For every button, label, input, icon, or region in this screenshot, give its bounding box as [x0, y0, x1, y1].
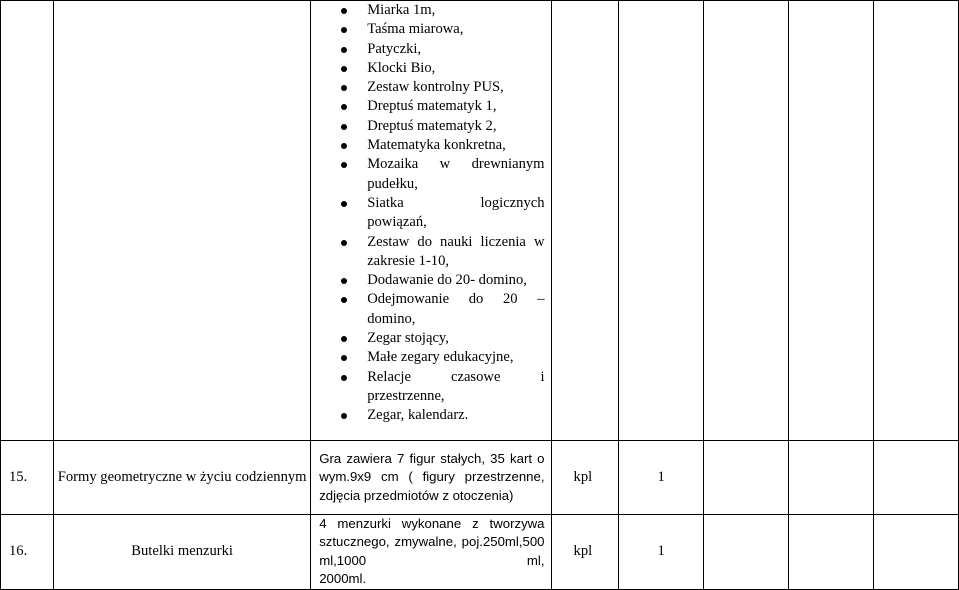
list-item-text: Matematyka konkretna,: [367, 137, 506, 154]
list-item-text: przestrzenne,: [367, 387, 445, 404]
list-item: [311, 97, 544, 116]
bullet-icon: [341, 27, 347, 33]
product-description: Gra zawiera 7 figur stałych, 35 kart o wym.9x9 cm ( figury przestrzenne, zdjęcia przedmiotów z otoczenia): [319, 450, 545, 503]
cell-empty: [703, 441, 788, 515]
bullet-icon: [341, 240, 347, 246]
product-name: Formy geometryczne w życiu codziennym: [54, 441, 311, 515]
cell-empty: [551, 1, 619, 441]
list-item-text: domino,: [367, 310, 416, 327]
list-item-text: Dreptuś matematyk 2,: [367, 117, 497, 134]
table-row-16: [1, 515, 959, 590]
list-item-text: Zestaw kontrolny PUS,: [367, 79, 504, 96]
quantity: 1: [619, 441, 703, 515]
list-item-text: powiązań,: [367, 214, 427, 231]
bullet-icon: [341, 162, 347, 168]
row-number: 15.: [1, 441, 54, 515]
list-item: [311, 117, 544, 136]
product-description-cell: [311, 515, 551, 590]
list-item-text: Taśma miarowa,: [367, 21, 464, 38]
bullet-icon: [341, 278, 347, 284]
list-item-text: Relacje czasowe i: [367, 368, 545, 385]
list-item-text: Dreptuś matematyk 1,: [367, 98, 497, 115]
bullet-icon: [341, 375, 347, 381]
list-item-text: Patyczki,: [367, 40, 422, 57]
list-item: [311, 155, 544, 174]
product-description-cell: [311, 441, 551, 515]
cell-empty: [619, 1, 703, 441]
bullet-icon: [341, 47, 347, 53]
list-item: [311, 40, 544, 59]
table-row-15: [1, 441, 959, 515]
list-item-continuation: [311, 310, 544, 329]
cell-empty: [703, 515, 788, 590]
list-item-text: Miarka 1m,: [367, 2, 436, 18]
bullet-icon: [341, 201, 347, 207]
list-item-text: Klocki Bio,: [367, 59, 436, 76]
items-list-cell: [311, 1, 551, 441]
cell-empty: [873, 1, 958, 441]
list-item: [311, 406, 544, 425]
list-item: [311, 329, 544, 348]
list-item: [311, 20, 544, 39]
cell-empty: [788, 515, 873, 590]
items-list: [311, 1, 550, 426]
bullet-icon: [341, 124, 347, 130]
product-description-text: 4 menzurki wykonane z tworzywa sztucznego, zmywalne, poj.250ml,500 ml,1000 ml,: [319, 516, 545, 568]
list-item-text: zakresie 1-10,: [367, 252, 450, 269]
quantity: 1: [619, 515, 703, 590]
unit: kpl: [551, 441, 619, 515]
list-item-text: Zegar stojący,: [367, 330, 449, 347]
list-item-text: pudełku,: [367, 175, 418, 192]
list-item: [311, 1, 544, 20]
cell-empty: [54, 1, 311, 441]
product-description-end: 2000ml.: [319, 571, 367, 587]
cell-empty: [788, 1, 873, 441]
list-item: [311, 233, 544, 252]
bullet-icon: [341, 413, 347, 419]
bullet-icon: [341, 336, 347, 342]
list-item: [311, 136, 544, 155]
list-item: [311, 194, 544, 213]
list-item: [311, 368, 544, 387]
unit: kpl: [551, 515, 619, 590]
list-item-text: Mozaika w drewnianym: [367, 156, 545, 173]
bullet-icon: [341, 297, 347, 303]
cell-empty: [873, 441, 958, 515]
list-item-continuation: [311, 175, 544, 194]
list-item-text: Odejmowanie do 20 –: [367, 291, 545, 308]
list-item: [311, 271, 544, 290]
bullet-icon: [341, 8, 347, 14]
bullet-icon: [341, 355, 347, 361]
list-item: [311, 59, 544, 78]
cell-empty: [788, 441, 873, 515]
bullet-icon: [341, 104, 347, 110]
product-name: Butelki menzurki: [54, 515, 311, 590]
list-item-text: Zestaw do nauki liczenia w: [367, 233, 545, 250]
list-item-text: Siatka logicznych: [367, 194, 545, 211]
product-description: [311, 515, 550, 589]
list-item-continuation: [311, 213, 544, 232]
bullet-icon: [341, 143, 347, 149]
list-item: [311, 348, 544, 367]
list-item-text: Małe zegary edukacyjne,: [367, 349, 514, 366]
cell-empty: [1, 1, 54, 441]
list-item: [311, 78, 544, 97]
cell-empty: [873, 515, 958, 590]
bullet-icon: [341, 85, 347, 91]
table-row-items: [1, 1, 959, 441]
list-item-text: Zegar, kalendarz.: [367, 407, 469, 424]
list-item-text: Dodawanie do 20- domino,: [367, 272, 527, 289]
cell-empty: [703, 1, 788, 441]
list-item-continuation: [311, 252, 544, 271]
bullet-icon: [341, 66, 347, 72]
list-item-continuation: [311, 387, 544, 406]
row-number: 16.: [1, 515, 54, 590]
list-item: [311, 290, 544, 309]
